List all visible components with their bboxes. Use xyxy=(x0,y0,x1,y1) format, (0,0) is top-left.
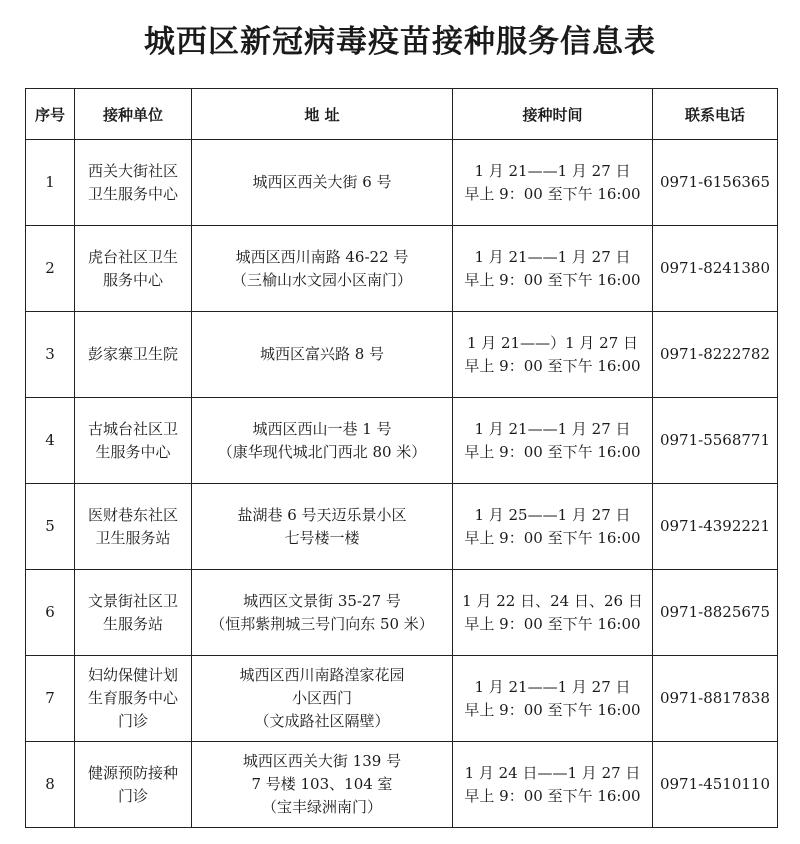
unit-line: 彭家寨卫生院 xyxy=(87,345,178,363)
table-row xyxy=(26,742,778,828)
unit-cell xyxy=(75,484,192,570)
header-phone: 联系电话 xyxy=(653,89,778,140)
time-line: 早上 9：00 至下午 16:00 xyxy=(464,786,641,805)
phone-cell: 0971-6156365 xyxy=(653,140,778,226)
table-header-row xyxy=(26,89,778,140)
unit-cell xyxy=(75,742,192,828)
unit-line: 虎台社区卫生 xyxy=(87,247,178,266)
time-cell xyxy=(453,226,653,312)
unit-line: 门诊 xyxy=(117,786,148,805)
table-row xyxy=(26,656,778,742)
address-line: 城西区西川南路湟家花园 xyxy=(239,666,405,684)
serial-cell: 5 xyxy=(26,484,75,570)
table-row xyxy=(26,484,778,570)
serial-cell: 4 xyxy=(26,398,75,484)
address-line: 城西区西关大街 6 号 xyxy=(252,173,392,191)
time-line: 早上 9：00 至下午 16:00 xyxy=(464,270,641,289)
table-row xyxy=(26,312,778,398)
serial-cell: 1 xyxy=(26,140,75,226)
address-line: 城西区西关大街 139 号 xyxy=(242,752,402,770)
time-line: 1 月 21——）1 月 27 日 xyxy=(466,333,639,352)
header-unit: 接种单位 xyxy=(75,89,192,140)
time-cell xyxy=(453,484,653,570)
unit-line: 古城台社区卫 xyxy=(87,419,178,438)
time-cell xyxy=(453,398,653,484)
time-line: 早上 9：00 至下午 16:00 xyxy=(464,356,641,375)
unit-line: 服务中心 xyxy=(102,270,163,289)
serial-cell: 2 xyxy=(26,226,75,312)
phone-cell: 0971-8825675 xyxy=(653,570,778,656)
time-line: 1 月 25——1 月 27 日 xyxy=(474,505,631,524)
time-line: 早上 9：00 至下午 16:00 xyxy=(464,528,641,547)
address-cell xyxy=(192,226,453,312)
phone-cell: 0971-8817838 xyxy=(653,656,778,742)
address-line: （三榆山水文园小区南门） xyxy=(231,270,412,289)
unit-line: 生服务站 xyxy=(102,614,163,633)
unit-cell xyxy=(75,570,192,656)
phone-cell: 0971-8222782 xyxy=(653,312,778,398)
time-line: 1 月 21——1 月 27 日 xyxy=(474,419,631,438)
time-line: 1 月 21——1 月 27 日 xyxy=(474,247,631,266)
header-time: 接种时间 xyxy=(453,89,653,140)
time-cell xyxy=(453,312,653,398)
phone-cell: 0971-4510110 xyxy=(653,742,778,828)
unit-cell xyxy=(75,312,192,398)
time-line: 早上 9：00 至下午 16:00 xyxy=(464,442,641,461)
time-line: 早上 9：00 至下午 16:00 xyxy=(464,700,641,719)
unit-line: 卫生服务站 xyxy=(95,528,171,547)
vaccination-info-table xyxy=(25,88,778,828)
serial-cell: 8 xyxy=(26,742,75,828)
address-line: （文成路社区隔壁） xyxy=(254,712,390,730)
address-cell xyxy=(192,484,453,570)
address-line: （康华现代城北门西北 80 米） xyxy=(217,442,427,461)
unit-line: 妇幼保健计划 xyxy=(87,666,178,684)
address-cell xyxy=(192,742,453,828)
unit-line: 生育服务中心 xyxy=(87,689,178,707)
phone-cell: 0971-8241380 xyxy=(653,226,778,312)
table-row xyxy=(26,570,778,656)
address-cell xyxy=(192,312,453,398)
time-line: 早上 9：00 至下午 16:00 xyxy=(464,184,641,203)
address-line: 城西区富兴路 8 号 xyxy=(259,345,385,363)
unit-cell xyxy=(75,398,192,484)
address-line: 盐湖巷 6 号天迈乐景小区 xyxy=(237,505,407,524)
time-cell xyxy=(453,140,653,226)
unit-line: 生服务中心 xyxy=(95,442,171,461)
time-cell xyxy=(453,656,653,742)
address-line: 七号楼一楼 xyxy=(284,528,360,547)
address-line: 城西区文景街 35-27 号 xyxy=(243,591,401,610)
unit-line: 健源预防接种 xyxy=(87,763,178,782)
page-title: 城西区新冠病毒疫苗接种服务信息表 xyxy=(144,24,656,60)
time-line: 1 月 22 日、24 日、26 日 xyxy=(462,591,643,610)
address-line: 城西区西山一巷 1 号 xyxy=(252,419,392,438)
phone-cell: 0971-4392221 xyxy=(653,484,778,570)
serial-cell: 3 xyxy=(26,312,75,398)
time-cell xyxy=(453,742,653,828)
unit-line: 医财巷东社区 xyxy=(87,505,178,524)
table-row xyxy=(26,398,778,484)
time-line: 早上 9：00 至下午 16:00 xyxy=(464,614,641,633)
unit-line: 卫生服务中心 xyxy=(87,184,178,203)
address-line: （宝丰绿洲南门） xyxy=(261,798,382,816)
unit-cell xyxy=(75,226,192,312)
unit-line: 文景街社区卫 xyxy=(87,591,178,610)
table-row xyxy=(26,140,778,226)
address-cell xyxy=(192,570,453,656)
phone-cell: 0971-5568771 xyxy=(653,398,778,484)
address-line: 城西区西川南路 46-22 号 xyxy=(235,247,409,266)
time-line: 1 月 24 日——1 月 27 日 xyxy=(464,763,641,782)
serial-cell: 7 xyxy=(26,656,75,742)
address-cell xyxy=(192,656,453,742)
serial-cell: 6 xyxy=(26,570,75,656)
unit-line: 西关大街社区 xyxy=(87,161,178,180)
unit-cell xyxy=(75,656,192,742)
address-cell xyxy=(192,398,453,484)
address-line: 7 号楼 103、104 室 xyxy=(251,775,393,793)
unit-cell xyxy=(75,140,192,226)
time-cell xyxy=(453,570,653,656)
unit-line: 门诊 xyxy=(117,712,148,730)
address-line: 小区西门 xyxy=(291,689,352,707)
header-address: 地 址 xyxy=(192,89,453,140)
time-line: 1 月 21——1 月 27 日 xyxy=(474,161,631,180)
table-row xyxy=(26,226,778,312)
address-line: （恒邦紫荆城三号门向东 50 米） xyxy=(210,614,434,633)
address-cell xyxy=(192,140,453,226)
time-line: 1 月 21——1 月 27 日 xyxy=(474,677,631,696)
header-serial: 序号 xyxy=(26,89,75,140)
table-body xyxy=(26,140,778,828)
